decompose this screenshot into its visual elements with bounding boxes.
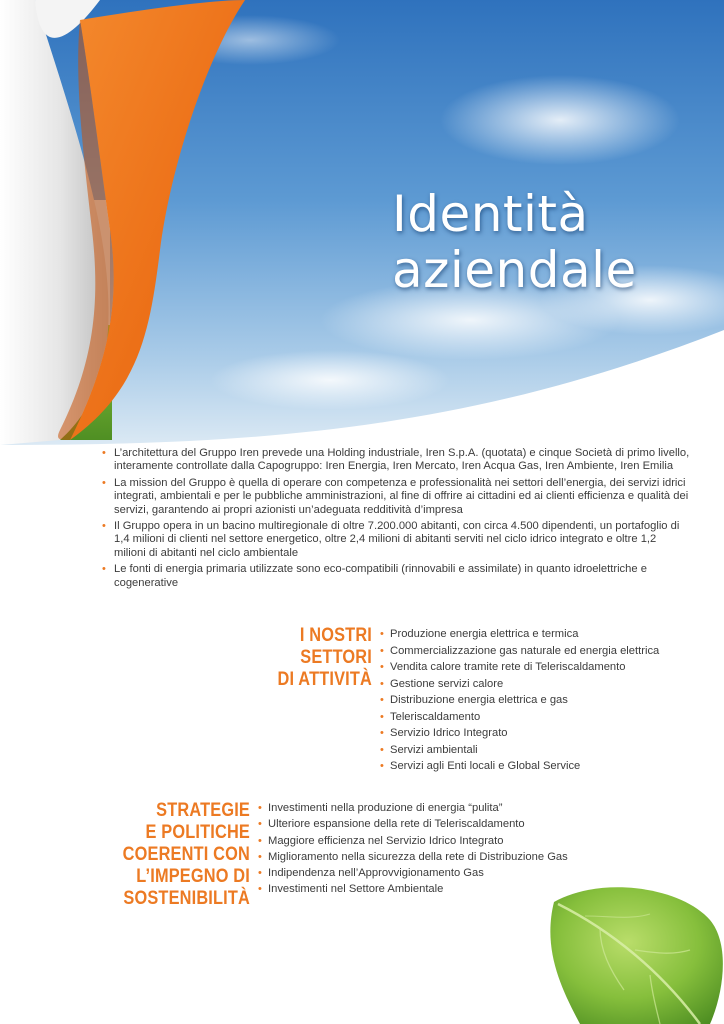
bullet-icon: • <box>258 867 262 880</box>
strategy-item <box>256 816 568 832</box>
sector-item-text: Produzione energia elettrica e termica <box>390 628 579 640</box>
intro-item-text: Le fonti di energia primaria utilizzate sono eco-compatibili (rinnovabili e assimilate) in quanto idroelettriche e cogenerative <box>114 563 647 589</box>
sector-item-text: Servizi agli Enti locali e Global Service <box>390 760 581 772</box>
sector-item-text: Commercializzazione gas naturale ed energia elettrica <box>390 644 660 657</box>
intro-item <box>100 477 690 517</box>
bullet-icon: • <box>102 476 106 489</box>
sector-item-text: Gestione servizi calore <box>390 677 504 690</box>
bullet-icon: • <box>380 644 384 657</box>
sector-item-text: Teleriscaldamento <box>390 710 481 723</box>
bullet-icon: • <box>380 743 384 756</box>
bullet-icon: • <box>380 661 384 673</box>
sector-item <box>378 659 659 676</box>
strategy-item <box>256 865 568 881</box>
strategy-item <box>256 833 568 849</box>
bullet-icon: • <box>258 802 262 814</box>
strategies-heading-line: COERENTI CON <box>122 844 250 865</box>
sectors-heading-line: I NOSTRI <box>299 625 372 646</box>
strategy-item-text: Investimenti nel Settore Ambientale <box>268 883 444 896</box>
strategies-heading-line: SOSTENIBILITÀ <box>123 888 250 909</box>
strategies-heading <box>87 800 250 910</box>
strategies-heading-line: STRATEGIE <box>156 800 250 821</box>
bullet-icon: • <box>380 677 384 690</box>
sectors-heading <box>207 625 372 691</box>
strategies-list <box>256 800 568 898</box>
strategy-item <box>256 881 568 897</box>
bullet-icon: • <box>380 628 384 640</box>
sector-item <box>378 626 659 643</box>
bullet-icon: • <box>380 727 384 739</box>
bullet-icon: • <box>258 818 262 831</box>
bullet-icon: • <box>258 834 262 847</box>
bullet-icon: • <box>380 694 384 706</box>
sector-item <box>378 692 659 709</box>
bullet-icon: • <box>102 563 106 576</box>
sectors-heading-line: SETTORI <box>300 647 372 668</box>
bullet-icon: • <box>258 883 262 896</box>
sector-item-text: Servizi ambientali <box>390 743 478 756</box>
strategy-item-text: Ulteriore espansione della rete di Teleriscaldamento <box>268 818 525 831</box>
sector-item-text: Vendita calore tramite rete di Teleriscaldamento <box>390 661 626 673</box>
sector-item <box>378 709 659 726</box>
intro-item-text: Il Gruppo opera in un bacino multiregionale di oltre 7.200.000 abitanti, con circa 4.500 dipendenti, un portafoglio di 1,4 milioni di clienti nel settore energetico, oltre 2,4 milioni di abitanti serviti nel ciclo idrico integrato e oltre 1,2 milioni di abitanti nel ciclo ambientale <box>114 520 680 559</box>
intro-list <box>100 447 690 593</box>
sector-item <box>378 742 659 759</box>
intro-item <box>100 447 690 474</box>
sectors-list <box>378 626 659 775</box>
sectors-heading-line: DI ATTIVITÀ <box>277 669 372 690</box>
bullet-icon: • <box>380 710 384 723</box>
sector-item-text: Distribuzione energia elettrica e gas <box>390 694 568 706</box>
bullet-icon: • <box>102 447 106 459</box>
strategies-heading-line: E POLITICHE <box>145 822 250 843</box>
sector-item <box>378 676 659 693</box>
sector-item <box>378 643 659 660</box>
page-title-line-2: aziendale <box>392 241 637 299</box>
bullet-icon: • <box>380 760 384 772</box>
leaf-icon <box>540 880 724 1024</box>
strategies-heading-line: L’IMPEGNO DI <box>136 866 250 887</box>
intro-item-text: La mission del Gruppo è quella di operare con competenza e professionalità nei settori dell’energia, dei servizi idrici integrati, ambientali e per le pubbliche amministrazioni, al fine di offrire ai cittadini ed ai clienti efficienza e qualità dei servizi, garantendo ai propri azionisti un’adeguata redditività d’impresa <box>114 476 689 516</box>
strategy-item <box>256 800 568 816</box>
intro-item <box>100 563 690 590</box>
page-title <box>392 186 637 298</box>
page-title-line-1: Identità <box>392 185 589 243</box>
intro-item-text: L’architettura del Gruppo Iren prevede una Holding industriale, Iren S.p.A. (quotata) e cinque Società di primo livello, interamente controllate dalla Capogruppo: Iren Energia, Iren Mercato, Iren Acqua Gas, Iren Ambiente, Iren Emilia <box>114 447 690 473</box>
sector-item-text: Servizio Idrico Integrato <box>390 727 508 739</box>
bullet-icon: • <box>258 850 262 863</box>
sector-item <box>378 725 659 742</box>
strategy-item <box>256 849 568 865</box>
strategy-item-text: Indipendenza nell’Approvvigionamento Gas <box>268 867 484 880</box>
intro-item <box>100 520 690 560</box>
strategy-item-text: Miglioramento nella sicurezza della rete di Distribuzione Gas <box>268 850 568 863</box>
strategy-item-text: Maggiore efficienza nel Servizio Idrico Integrato <box>268 834 504 847</box>
sector-item <box>378 758 659 775</box>
bullet-icon: • <box>102 520 106 533</box>
strategy-item-text: Investimenti nella produzione di energia “pulita” <box>268 802 503 814</box>
